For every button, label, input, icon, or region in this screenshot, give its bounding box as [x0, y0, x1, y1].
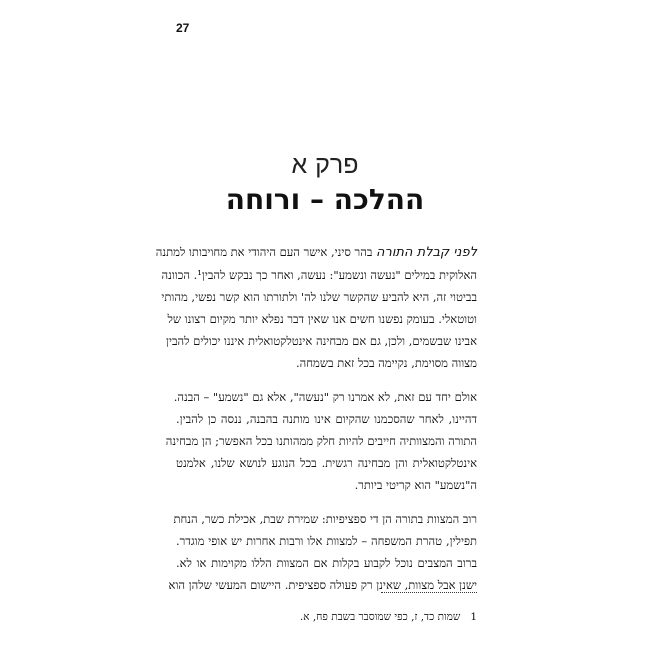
text-line: האלוקית במילים "נעשה ונשמע": נעשה, ואחר כך נבקש להבין¹. הכוונה	[161, 268, 477, 282]
text-line: תפילין, טהרת המשפחה – למצוות אלו ורבות אחרות יש אופי מוגדר.	[176, 534, 477, 548]
text-line: מצווה מסוימת, נקיימה בכל זאת בשמחה.	[295, 356, 477, 370]
footnote	[176, 611, 477, 623]
footnote-separator	[381, 592, 477, 593]
paragraph	[155, 241, 477, 374]
text-line: ה"נשמע" הוא קריטי ביותר.	[354, 478, 477, 492]
text-line: בביטוי זה, היא להביע שהקשר שלנו לה' ולתורתו הוא קשר נפשי, מהותי	[161, 290, 477, 304]
text-line: וטוטאלי. בעומק נפשנו חשים אנו שאין דבר נפלא יותר מקיום רצונו של	[167, 312, 477, 326]
text-line: התורה והמצוותיה חייבים להיות חלק ממהותנו בכל האפשר; הן מבחינה	[165, 434, 477, 448]
footnote-number: 1	[470, 611, 477, 623]
footnote-text: שמות כד, ז, כפי שמוסבר בשבת פח, א.	[299, 611, 461, 623]
text-line-content: בהר סיני, אישר העם היהודי את מחויבותו למתנה	[155, 245, 377, 259]
chapter-label: פרק א	[291, 150, 359, 179]
chapter-title: ההלכה – ורוחה	[225, 183, 425, 216]
text-line: דהיינו, לאחר שהסכמנו שהקיום אינו מותנה בהבנה, ננסה כן להבין.	[176, 412, 477, 426]
page-number: 27	[176, 21, 190, 35]
text-line: רוב המצוות בתורה הן די ספציפיות: שמירת שבת, אכילת כשר, הנחת	[173, 512, 477, 526]
text-line: ברוב המצבים נוכל לקבוע בקלות אם המצוות הללו מקוימות או לא.	[176, 556, 477, 570]
text-line: אינטלקטואלית והן מבחינה רגשית. בכל הנוגע לנושא שלנו, אלמנט	[176, 456, 477, 470]
lead-words: לפני קבלת התורה	[376, 245, 477, 260]
text-line: אולם יחד עם זאת, לא אמרנו רק "נעשה", אלא גם "נשמע" – הבנה.	[173, 390, 477, 404]
text-line: ישנן אבל מצוות, שאינן רק פעולה ספציפית. היישום המעשי שלהן הוא	[168, 578, 477, 592]
text-line: אבינו שבשמים, ולכן, גם אם מבחינה אינטלקטואלית איננו יכולים להבין	[166, 334, 477, 348]
paragraph	[165, 386, 477, 496]
body-text	[155, 241, 477, 608]
paragraph	[168, 508, 477, 596]
text-line	[155, 241, 477, 264]
